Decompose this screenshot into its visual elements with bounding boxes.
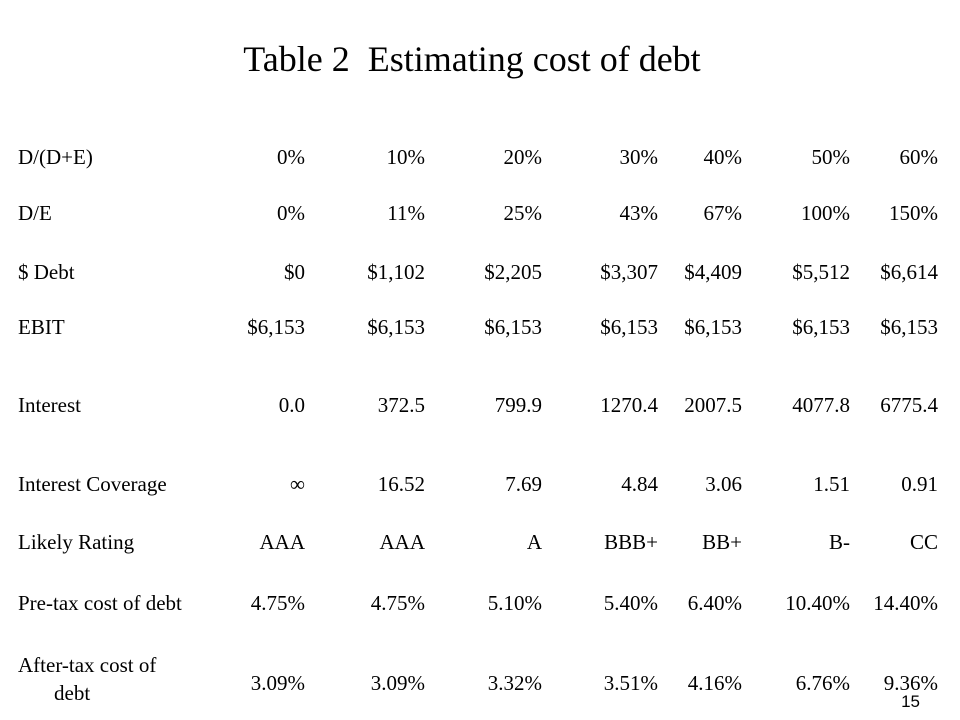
table-cell: 100% (801, 201, 850, 225)
table-cell: 9.36% (883, 671, 938, 695)
row-label-line-2: debt (54, 681, 91, 705)
row-label: $ Debt (18, 260, 75, 284)
table-row-interest-coverage (0, 464, 960, 504)
table-cell: 0% (277, 201, 305, 225)
table-row-d-over-e (0, 193, 960, 233)
table-cell: $6,153 (792, 315, 850, 339)
table-row-after-tax-cost-of-debt (0, 653, 960, 705)
table-cell: 40% (703, 145, 742, 169)
table-cell: B- (829, 530, 850, 554)
table-cell: 16.52 (377, 472, 425, 496)
page-number: 15 (901, 692, 920, 711)
table-cell: 25% (503, 201, 542, 225)
table-cell: $4,409 (684, 260, 742, 284)
table-cell: AAA (379, 530, 425, 554)
table-cell: 43% (619, 201, 658, 225)
row-label: Pre-tax cost of debt (18, 591, 182, 615)
table-row-d-over-d-plus-e (0, 137, 960, 177)
table-row-ebit (0, 307, 960, 347)
row-label (18, 651, 156, 707)
table-cell: 50% (811, 145, 850, 169)
row-label-line-1: After-tax cost of (18, 653, 157, 677)
table-cell: 4.75% (370, 591, 425, 615)
table-cell: 1270.4 (600, 393, 658, 417)
row-label: Likely Rating (18, 530, 135, 554)
table-cell: 6775.4 (880, 393, 938, 417)
table-cell: $0 (284, 260, 305, 284)
table-cell: 372.5 (377, 393, 425, 417)
table-cell: 6.76% (795, 671, 850, 695)
table-cell: $6,153 (684, 315, 742, 339)
table-cell: $2,205 (484, 260, 542, 284)
table-cell: 11% (387, 201, 425, 225)
table-cell: 4.16% (687, 671, 742, 695)
table-row-interest (0, 385, 960, 425)
table-cell: A (526, 530, 542, 554)
table-cell: $6,153 (367, 315, 425, 339)
table-cell: 0.91 (901, 472, 938, 496)
row-label: D/E (18, 201, 52, 225)
table-cell: 3.32% (487, 671, 542, 695)
row-label: EBIT (18, 315, 65, 339)
table-cell: 5.40% (603, 591, 658, 615)
table-cell: $3,307 (600, 260, 658, 284)
table-cell: $6,153 (880, 315, 938, 339)
table-cell: 4077.8 (792, 393, 850, 417)
table-row-pre-tax-cost-of-debt (0, 583, 960, 623)
table-cell: $6,153 (484, 315, 542, 339)
table-cell: 67% (703, 201, 742, 225)
row-label: Interest (18, 393, 81, 417)
table-cell: 60% (899, 145, 938, 169)
table-cell: CC (909, 530, 938, 554)
table-cell: $5,512 (792, 260, 850, 284)
table-cell: 10% (386, 145, 425, 169)
table-cell: 2007.5 (684, 393, 742, 417)
table-cell: 3.09% (370, 671, 425, 695)
table-cell: BBB+ (604, 530, 658, 554)
table-cell: BB+ (702, 530, 742, 554)
table-cell: $6,614 (880, 260, 938, 284)
table-cell: $6,153 (247, 315, 305, 339)
table-cell: AAA (259, 530, 305, 554)
table-cell: $6,153 (600, 315, 658, 339)
table-cell: 799.9 (494, 393, 542, 417)
table-cell: 150% (889, 201, 938, 225)
table-cell: 4.75% (250, 591, 305, 615)
table-cell: 7.69 (505, 472, 542, 496)
table-row-debt (0, 252, 960, 292)
table-cell: ∞ (290, 472, 305, 496)
table-cell: 5.10% (487, 591, 542, 615)
table-cell: 14.40% (873, 591, 938, 615)
row-label: D/(D+E) (18, 145, 93, 169)
table-cell: $1,102 (367, 260, 425, 284)
table-cell: 4.84 (621, 472, 658, 496)
table-row-likely-rating (0, 522, 960, 562)
table-cell: 0.0 (278, 393, 305, 417)
table-title: Table 2 Estimating cost of debt (243, 39, 701, 79)
table-cell: 30% (619, 145, 658, 169)
row-label: Interest Coverage (18, 472, 167, 496)
table-cell: 1.51 (813, 472, 850, 496)
table-cell: 6.40% (687, 591, 742, 615)
table-cell: 3.06 (705, 472, 742, 496)
table-cell: 3.09% (250, 671, 305, 695)
table-cell: 3.51% (603, 671, 658, 695)
table-cell: 20% (503, 145, 542, 169)
table-cell: 0% (277, 145, 305, 169)
table-cell: 10.40% (785, 591, 850, 615)
